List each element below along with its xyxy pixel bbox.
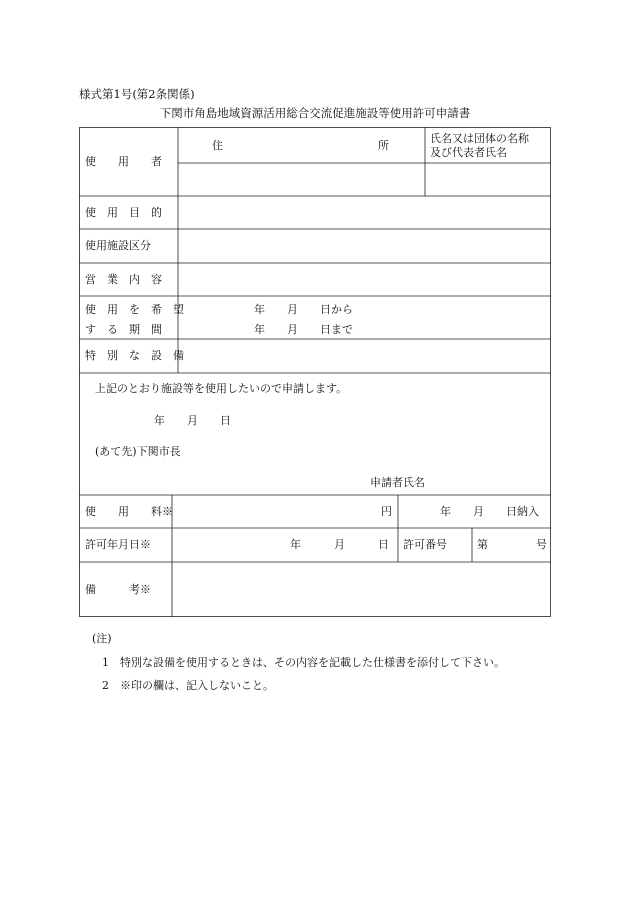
permit-number-label: 許可番号 <box>403 538 447 551</box>
business-content-label: 営 業 内 容 <box>85 273 162 286</box>
address-label: 住 <box>212 139 223 152</box>
address-field[interactable] <box>179 164 424 195</box>
period-label-line2: す る 期 間 <box>85 323 162 336</box>
yen-unit: 円 <box>381 505 392 518</box>
application-statement: 上記のとおり施設等を使用したいので申請します。 <box>95 382 348 395</box>
addressee: (あて先)下関市長 <box>95 445 181 458</box>
facility-category-label: 使用施設区分 <box>85 239 151 252</box>
permit-date-text: 年 月 日 <box>290 538 389 551</box>
special-equipment-label: 特 別 な 設 備 <box>85 349 184 362</box>
remarks-label: 備 考※ <box>85 583 151 596</box>
application-date: 年 月 日 <box>154 414 231 427</box>
permit-number-prefix: 第 <box>477 538 488 551</box>
purpose-label: 使 用 目 的 <box>85 206 162 219</box>
note-item: 2 ※印の欄は、記入しないこと。 <box>102 679 274 692</box>
permit-date-label: 許可年月日※ <box>85 538 151 551</box>
name-label-line1: 氏名又は団体の名称 <box>430 132 529 145</box>
applicant-name-label: 申請者氏名 <box>370 476 425 489</box>
document-title: 下関市角島地域資源活用総合交流促進施設等使用許可申請書 <box>159 106 471 120</box>
purpose-field[interactable] <box>179 197 550 228</box>
permit-number-suffix: 号 <box>536 538 547 551</box>
form-number: 様式第1号(第2条関係) <box>79 87 195 101</box>
usage-fee-label: 使 用 料※ <box>85 505 173 518</box>
applicant-name-field[interactable] <box>426 164 550 195</box>
business-content-field[interactable] <box>179 264 550 295</box>
special-equipment-field[interactable] <box>179 340 550 372</box>
name-label-line2: 及び代表者氏名 <box>430 146 507 159</box>
period-to-text: 年 月 日まで <box>254 323 353 336</box>
address-label-2: 所 <box>378 139 389 152</box>
notes-heading: (注) <box>92 632 112 645</box>
period-label-line1: 使 用 を 希 望 <box>85 303 184 316</box>
remarks-field[interactable] <box>173 563 550 616</box>
user-label: 使 用 者 <box>85 155 162 168</box>
facility-category-field[interactable] <box>179 230 550 262</box>
period-from-text: 年 月 日から <box>254 303 353 316</box>
application-form-table <box>79 127 551 617</box>
payment-date: 年 月 日納入 <box>440 505 539 518</box>
note-item: 1 特別な設備を使用するときは、その内容を記載した仕様書を添付して下さい。 <box>102 656 505 669</box>
